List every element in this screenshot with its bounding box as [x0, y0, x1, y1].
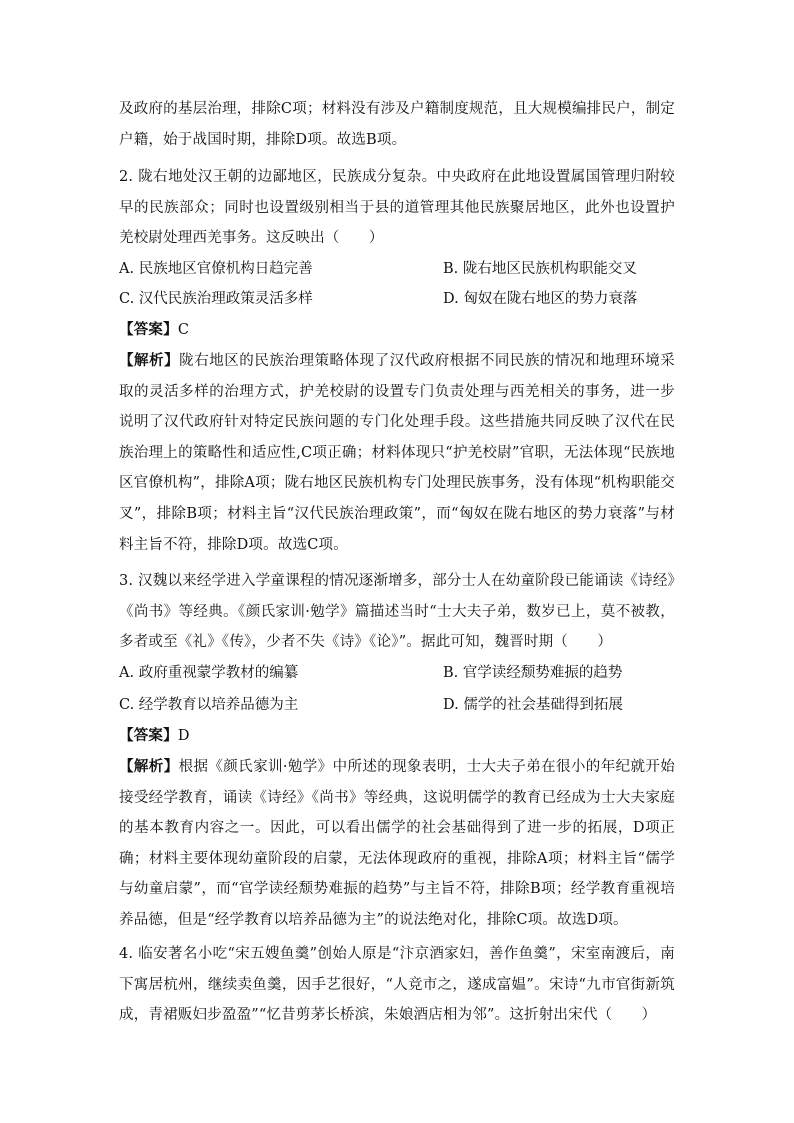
- question-2-option-a: A. 民族地区官僚机构日趋完善: [119, 261, 313, 277]
- analysis-text: 陇右地区的民族治理策略体现了汉代政府根据不同民族的情况和地理环境采取的灵活多样的治理方式，护羌校尉的设置专门负责处理与西羌相关的事务，进一步说明了汉代政府针对特定民族问题的专门化处理手段。这些措施共同反映了汉代在民族治理上的策略性和适应性,C项正确；材料体现只“护羌校尉”官职，无法体现“民族地区官僚机构”，排除A项；陇右地区民族机构专门处理民族事务，没有体现“机构职能交叉”，排除B项；材料主旨“汉代民族治理政策”，而“匈奴在陇右地区的势力衰落”与材料主旨不符，排除D项。故选C项。: [119, 353, 675, 553]
- question-2-stem: 2. 陇右地处汉王朝的边鄙地区，民族成分复杂。中央政府在此地设置属国管理归附较早的民族部众；同时也设置级别相当于县的道管理其他民族聚居地区，此外也设置护羌校尉处理西羌事务。这反映出（ ）: [119, 169, 675, 247]
- question-3-stem: 3. 汉魏以来经学进入学童课程的情况逐渐增多，部分士人在幼童阶段已能诵读《诗经》《尚书》等经典。《颜氏家训·勉学》篇描述当时“士大夫子弟，数岁已上，莫不被教，多者或至《礼》《传》，少者不失《诗》《论》”。据此可知，魏晋时期（ ）: [119, 573, 675, 651]
- question-4-stem: 4. 临安著名小吃“宋五嫂鱼羹”创始人原是“汴京酒家妇，善作鱼羹”，宋室南渡后，南下寓居杭州，继续卖鱼羹，因手艺很好，“人竞市之，遂成富媪”。宋诗“九市官街新筑成，青裙贩妇步盈盈”“忆昔剪茅长桥滨，朱娘酒店相为邻”。这折射出宋代（ ）: [119, 946, 675, 1024]
- answer-label: 【答案】: [119, 727, 178, 744]
- question-2-answer: [119, 315, 675, 346]
- answer-value: C: [177, 322, 190, 338]
- question-2-analysis: [119, 346, 675, 560]
- intro-paragraph: 及政府的基层治理，排除C项；材料没有涉及户籍制度规范，且大规模编排民户，制定户籍，始于战国时期，排除D项。故选B项。: [119, 101, 675, 148]
- question-3-option-a: A. 政府重视蒙学教材的编纂: [119, 665, 299, 681]
- question-3-analysis: [119, 752, 675, 936]
- question-2-option-b: B. 陇右地区民族机构职能交叉: [443, 261, 637, 277]
- analysis-text: 根据《颜氏家训·勉学》中所述的现象表明，士大夫子弟在很小的年纪就开始接受经学教育，诵读《诗经》《尚书》等经典，这说明儒学的教育已经成为士大夫家庭的基本教育内容之一。因此，可以看出儒学的社会基础得到了进一步的拓展，D项正确；材料主要体现幼童阶段的启蒙，无法体现政府的重视，排除A项；材料主旨“儒学与幼童启蒙”，而“官学读经颓势难振的趋势”与主旨不符，排除B项；经学教育重视培养品德，但是“经学教育以培养品德为主”的说法绝对化，排除C项。故选D项。: [119, 759, 675, 928]
- question-3-answer: [119, 721, 675, 752]
- analysis-label: 【解析】: [119, 758, 179, 775]
- question-2-option-c: C. 汉代民族治理政策灵活多样: [119, 291, 313, 307]
- question-3-option-b: B. 官学读经颓势难振的趋势: [443, 665, 623, 681]
- question-2-option-d: D. 匈奴在陇右地区的势力衰落: [443, 291, 638, 307]
- question-3-option-d: D. 儒学的社会基础得到拓展: [443, 697, 623, 713]
- answer-label: 【答案】: [119, 321, 178, 338]
- analysis-label: 【解析】: [119, 352, 180, 369]
- question-3-option-c: C. 经学教育以培养品德为主: [119, 697, 299, 713]
- answer-value: D: [177, 728, 190, 744]
